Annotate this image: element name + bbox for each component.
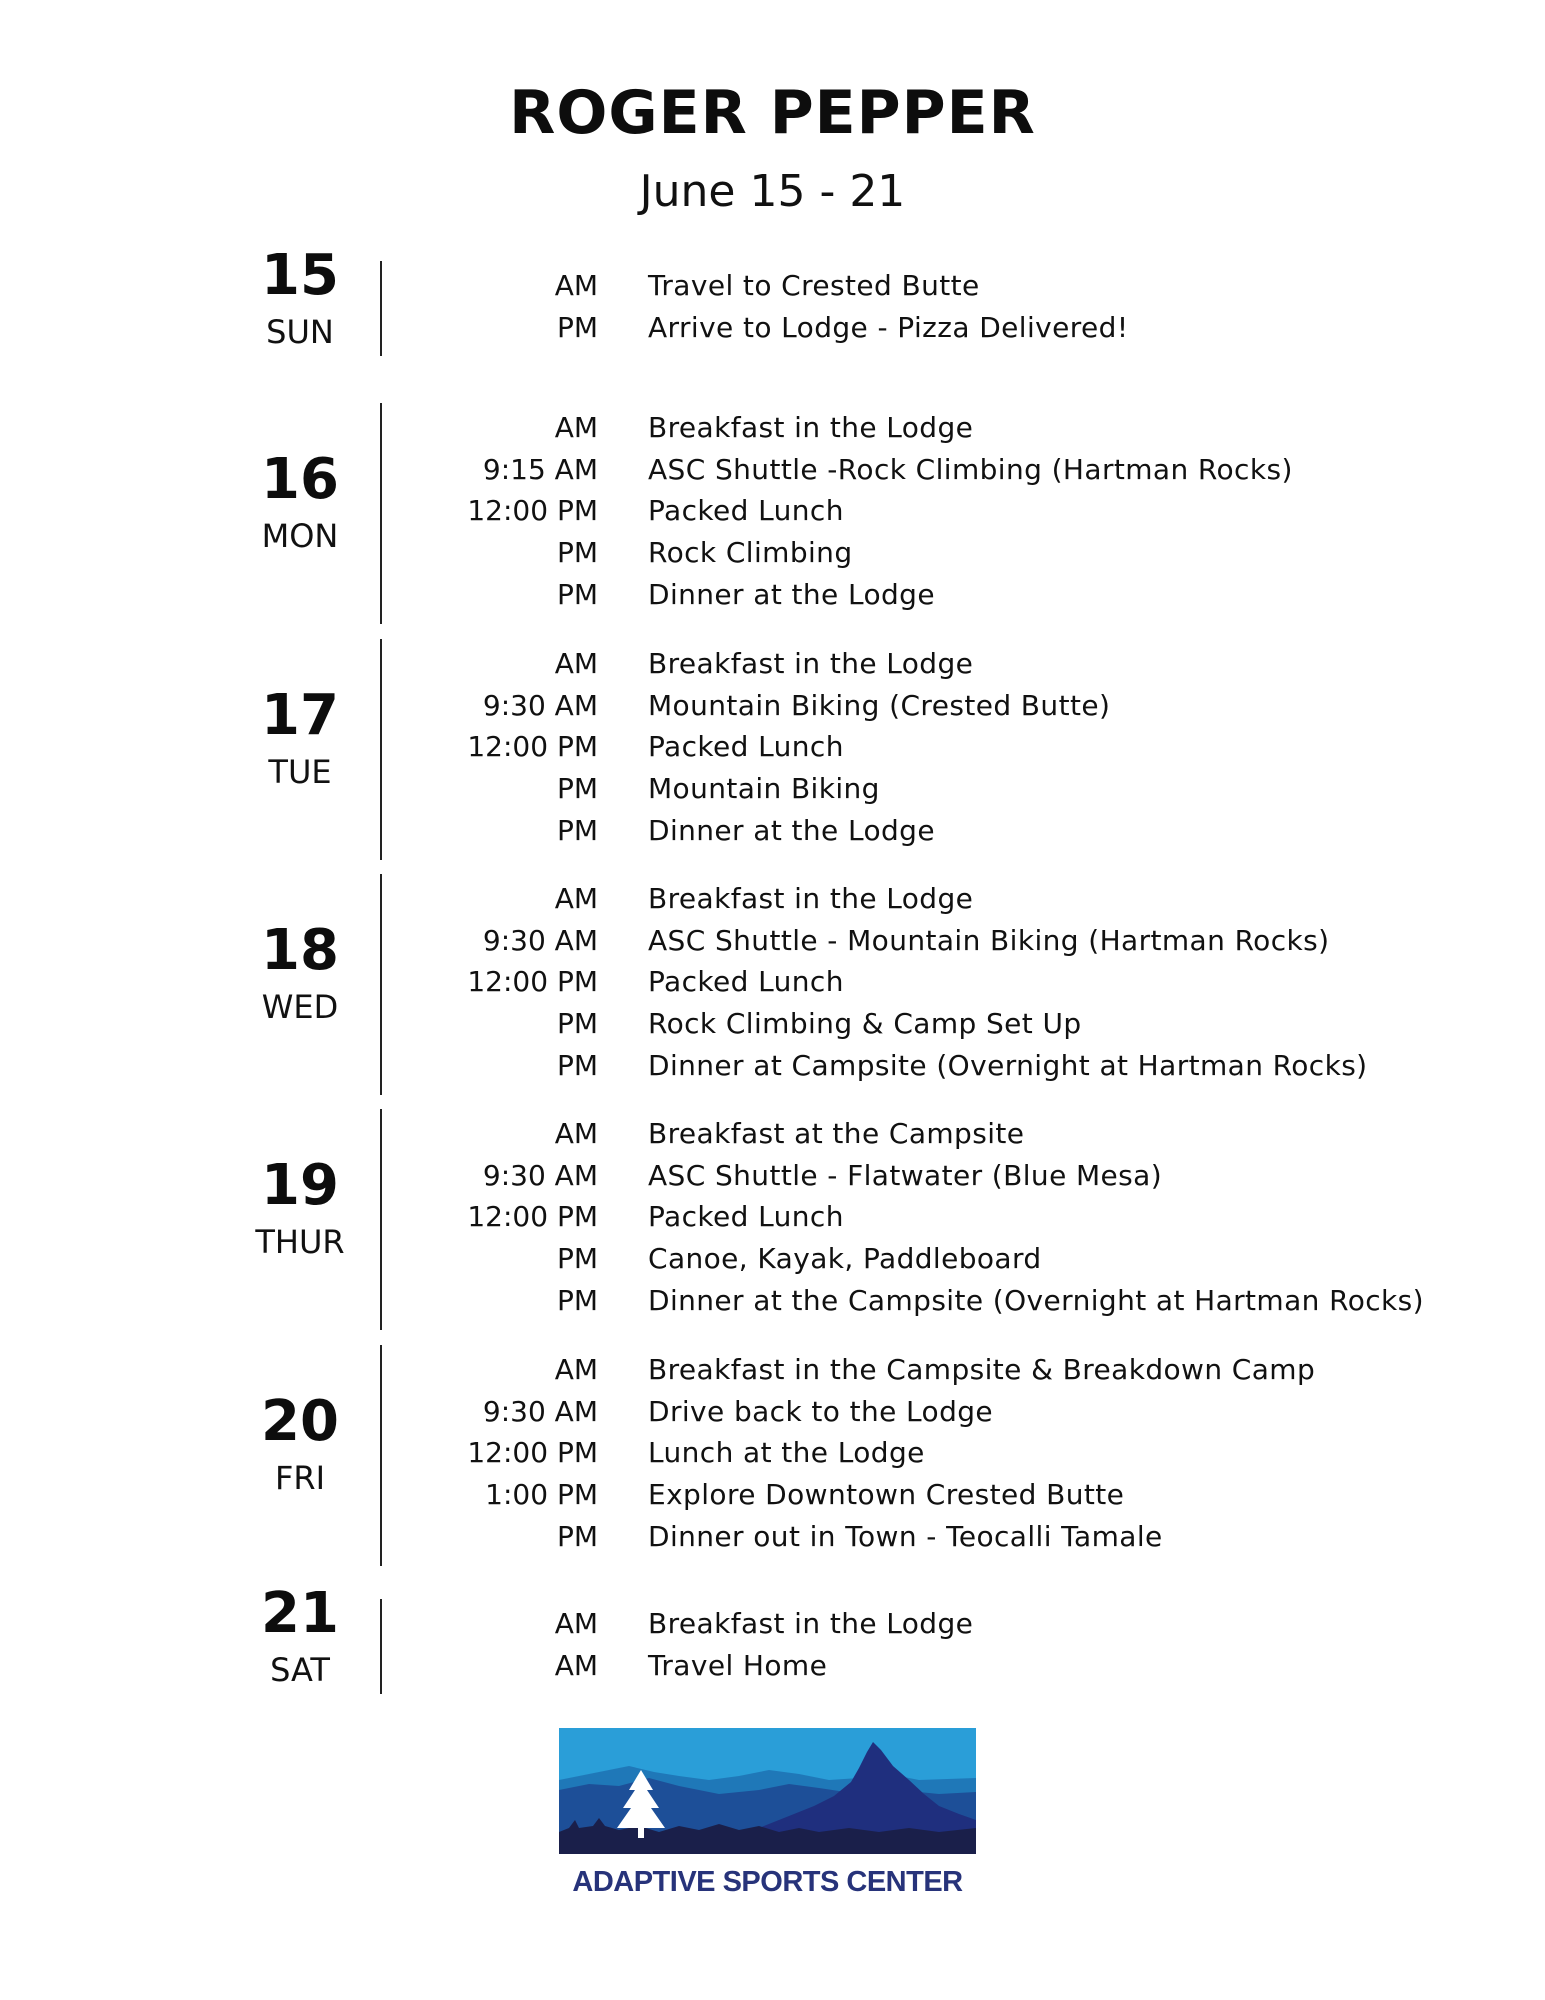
event-activity: Packed Lunch [648, 1200, 844, 1234]
day-number: 21 [261, 1580, 339, 1646]
day-name: TUE [268, 753, 332, 792]
event-time: PM [556, 1519, 598, 1553]
event-time: AM [554, 1353, 598, 1386]
event-time: 12:00 PM [467, 494, 598, 528]
schedule-row [0, 1645, 1545, 1687]
day-number: 19 [261, 1153, 339, 1219]
schedule-row [0, 1349, 1545, 1391]
schedule-row [0, 1196, 1545, 1238]
schedule-row [0, 1391, 1545, 1433]
event-activity: Travel to Crested Butte [648, 269, 980, 302]
event-time: PM [556, 813, 598, 847]
schedule-row [0, 449, 1545, 491]
event-activity: Breakfast in the Lodge [648, 882, 974, 915]
day-name: MON [261, 517, 339, 556]
event-time: PM [556, 536, 598, 570]
page-title: ROGER PEPPER [509, 78, 1036, 148]
event-activity: Packed Lunch [648, 730, 844, 764]
event-activity: Breakfast in the Campsite & Breakdown Camp [648, 1353, 1316, 1386]
day-number: 20 [261, 1389, 339, 1455]
event-time: 9:30 AM [482, 923, 598, 957]
schedule-row [0, 726, 1545, 768]
day-number: 17 [261, 683, 339, 749]
schedule-row [0, 768, 1545, 810]
event-activity: Rock Climbing & Camp Set Up [648, 1007, 1082, 1041]
event-activity: Dinner out in Town - Teocalli Tamale [648, 1519, 1163, 1553]
event-activity: ASC Shuttle - Flatwater (Blue Mesa) [648, 1158, 1163, 1192]
event-time: AM [554, 269, 598, 302]
logo-text: ADAPTIVE SPORTS CENTER [572, 1866, 963, 1898]
event-activity: Dinner at the Lodge [648, 577, 935, 611]
schedule-row [0, 532, 1545, 574]
schedule-row [0, 1432, 1545, 1474]
event-time: 9:15 AM [482, 452, 598, 486]
day-number: 18 [261, 918, 339, 984]
schedule-row [0, 407, 1545, 449]
day-name: FRI [274, 1459, 326, 1498]
event-time: PM [556, 310, 598, 344]
day-name: THUR [255, 1223, 345, 1262]
schedule-row [0, 307, 1545, 349]
schedule-row [0, 878, 1545, 920]
event-activity: Packed Lunch [648, 965, 844, 999]
logo [559, 1728, 976, 1908]
event-time: 9:30 AM [482, 1158, 598, 1192]
schedule-row [0, 1474, 1545, 1516]
schedule-row [0, 685, 1545, 727]
event-time: 9:30 AM [482, 688, 598, 722]
event-activity: Dinner at the Lodge [648, 813, 935, 847]
mountain-logo-icon [559, 1728, 976, 1854]
event-time: AM [554, 1648, 598, 1682]
event-activity: Breakfast at the Campsite [648, 1117, 1025, 1150]
event-activity: Travel Home [648, 1648, 828, 1682]
schedule-row [0, 920, 1545, 962]
event-activity: Canoe, Kayak, Paddleboard [648, 1242, 1042, 1276]
schedule-row [0, 1003, 1545, 1045]
schedule-row [0, 961, 1545, 1003]
event-time: 12:00 PM [467, 1200, 598, 1234]
event-time: 9:30 AM [482, 1394, 598, 1428]
event-activity: Lunch at the Lodge [648, 1436, 925, 1470]
day-name: SUN [266, 312, 334, 351]
event-activity: Dinner at the Campsite (Overnight at Hartman Rocks) [648, 1283, 1424, 1317]
event-activity: Mountain Biking (Crested Butte) [648, 688, 1111, 722]
date-range: June 15 - 21 [639, 166, 906, 217]
event-time: 1:00 PM [485, 1478, 598, 1512]
event-activity: Explore Downtown Crested Butte [648, 1478, 1125, 1512]
event-time: PM [556, 1283, 598, 1317]
schedule-row [0, 490, 1545, 532]
event-activity: Packed Lunch [648, 494, 844, 528]
event-time: AM [554, 411, 598, 444]
day-name: WED [261, 988, 339, 1027]
event-time: PM [556, 772, 598, 806]
event-activity: Arrive to Lodge - Pizza Delivered! [648, 310, 1129, 344]
event-activity: ASC Shuttle - Mountain Biking (Hartman Rocks) [648, 923, 1330, 957]
schedule-row [0, 643, 1545, 685]
event-time: PM [556, 1242, 598, 1276]
event-activity: Mountain Biking [648, 772, 880, 806]
event-time: PM [556, 1007, 598, 1041]
event-activity: Rock Climbing [648, 536, 853, 570]
event-activity: Drive back to the Lodge [648, 1394, 994, 1428]
event-time: PM [556, 1048, 598, 1082]
day-name: SAT [270, 1650, 330, 1689]
event-time: AM [554, 1117, 598, 1150]
schedule-row [0, 1155, 1545, 1197]
schedule-row [0, 574, 1545, 616]
schedule-row [0, 265, 1545, 307]
event-time: PM [556, 577, 598, 611]
event-time: AM [554, 1607, 598, 1640]
schedule-row [0, 1280, 1545, 1322]
event-activity: Breakfast in the Lodge [648, 1607, 974, 1640]
schedule-row [0, 1516, 1545, 1558]
schedule-row [0, 810, 1545, 852]
event-time: AM [554, 647, 598, 680]
schedule-row [0, 1113, 1545, 1155]
event-activity: ASC Shuttle -Rock Climbing (Hartman Rocks) [648, 452, 1293, 486]
day-number: 15 [261, 242, 339, 308]
schedule-row [0, 1045, 1545, 1087]
event-activity: Breakfast in the Lodge [648, 647, 974, 680]
event-activity: Breakfast in the Lodge [648, 411, 974, 444]
event-time: AM [554, 882, 598, 915]
schedule-row [0, 1238, 1545, 1280]
schedule-row [0, 1603, 1545, 1645]
event-activity: Dinner at Campsite (Overnight at Hartman Rocks) [648, 1048, 1368, 1082]
event-time: 12:00 PM [467, 730, 598, 764]
event-time: 12:00 PM [467, 965, 598, 999]
day-number: 16 [261, 447, 339, 513]
event-time: 12:00 PM [467, 1436, 598, 1470]
